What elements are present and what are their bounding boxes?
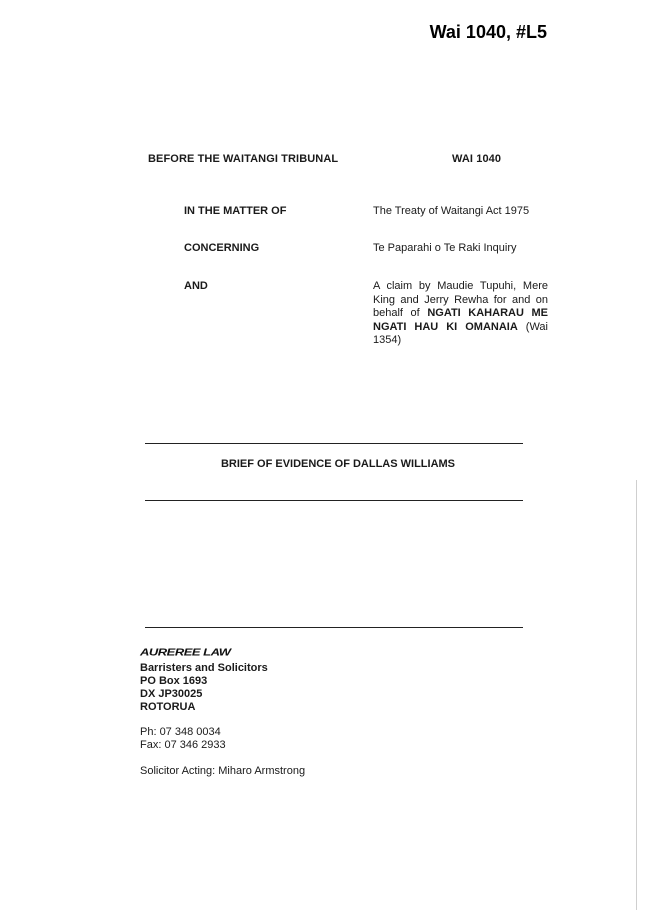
claim-text: A claim by Maudie Tupuhi, Mere King and Jerry Rewha for and on behalf of bbox=[373, 280, 548, 319]
solicitor-acting: Solicitor Acting: Miharo Armstrong bbox=[140, 765, 306, 777]
tribunal-heading: BEFORE THE WAITANGI TRIBUNAL bbox=[148, 153, 339, 165]
claim-description bbox=[373, 280, 548, 348]
firm-description: Barristers and Solicitors bbox=[140, 662, 268, 674]
divider-bottom bbox=[145, 627, 523, 628]
firm-logo: AUREREE LAW bbox=[140, 646, 231, 658]
document-reference: Wai 1040, #L5 bbox=[429, 22, 547, 42]
claimant-group: NGATI KAHARAU ME NGATI HAU KI OMANAIA bbox=[373, 307, 548, 333]
concerning-label: CONCERNING bbox=[184, 242, 260, 254]
matter-label: IN THE MATTER OF bbox=[184, 205, 287, 217]
divider-top bbox=[145, 443, 523, 444]
concerning-value: Te Paparahi o Te Raki Inquiry bbox=[373, 242, 517, 254]
matter-value: The Treaty of Waitangi Act 1975 bbox=[373, 205, 530, 217]
firm-city: ROTORUA bbox=[140, 701, 196, 713]
divider-middle bbox=[145, 500, 523, 501]
document-title: BRIEF OF EVIDENCE OF DALLAS WILLIAMS bbox=[220, 458, 456, 470]
page-edge-shadow bbox=[636, 480, 638, 910]
case-number: WAI 1040 bbox=[452, 153, 502, 165]
firm-dx: DX JP30025 bbox=[140, 688, 203, 700]
phone-number: Ph: 07 348 0034 bbox=[140, 726, 221, 738]
firm-po-box: PO Box 1693 bbox=[140, 675, 208, 687]
and-label: AND bbox=[184, 280, 208, 292]
fax-number: Fax: 07 346 2933 bbox=[140, 739, 226, 751]
claim-number: (Wai 1354) bbox=[373, 320, 548, 346]
